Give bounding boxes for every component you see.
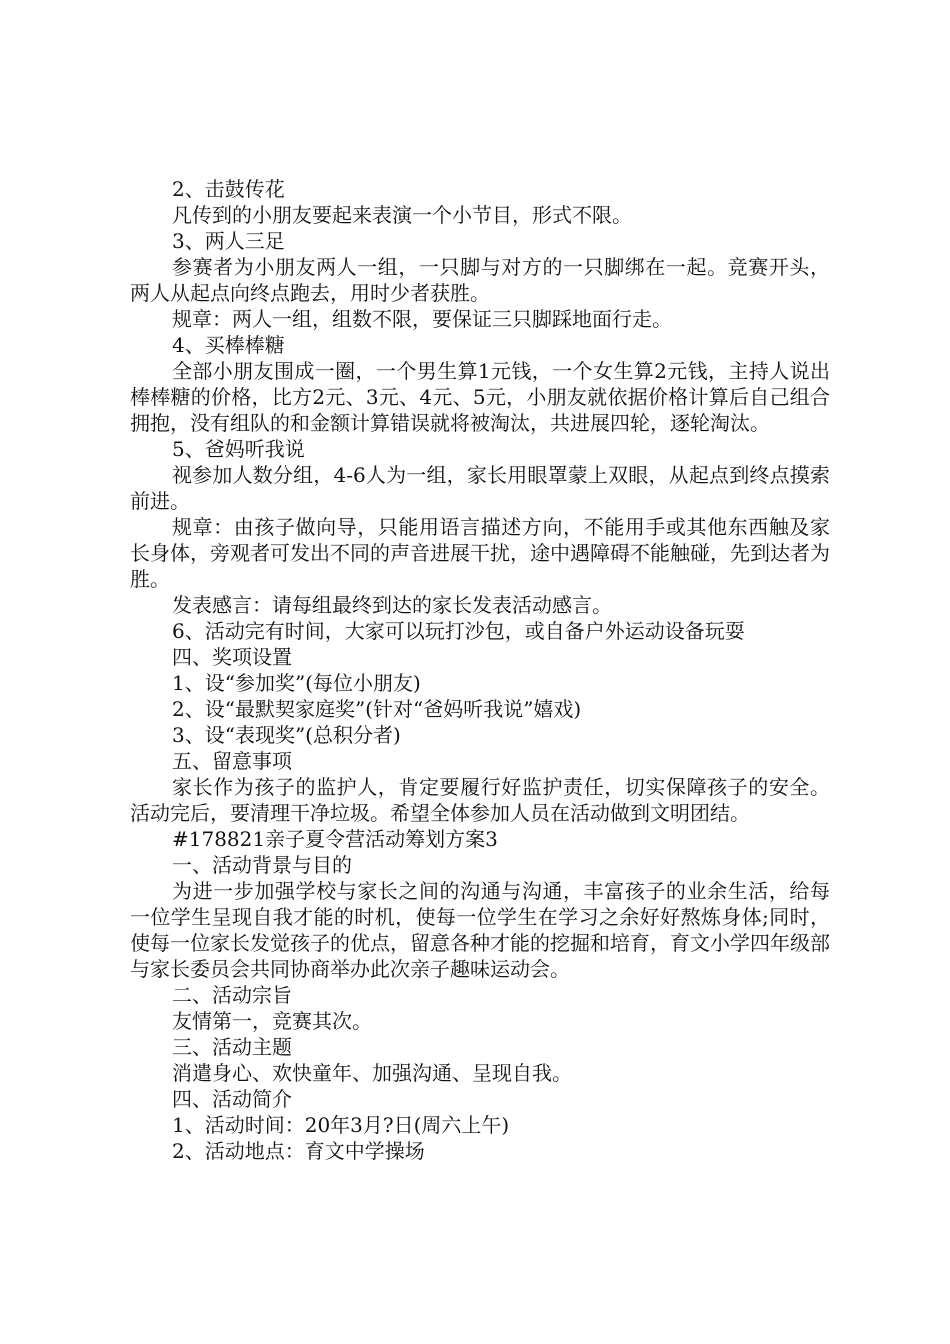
paragraph: 规章：两人一组，组数不限，要保证三只脚踩地面行走。 [172,307,672,331]
item-heading: 4、买棒棒糖 [172,333,285,357]
document-body [130,176,830,1164]
paragraph: 视参加人数分组，4-6人为一组，家长用眼罩蒙上双眼，从起点到终点摸索前进。 [130,463,830,513]
paragraph: 凡传到的小朋友要起来表演一个小节目，形式不限。 [172,203,632,227]
list-item: 2、活动地点：育文中学操场 [172,1139,425,1163]
paragraph: 规章：由孩子做向导，只能用语言描述方向，不能用手或其他东西触及家长身体，旁观者可发出不同的声音进展干扰，途中遇障碍不能触碰，先到达者为胜。 [130,515,830,591]
paragraph: 为进一步加强学校与家长之间的沟通与沟通，丰富孩子的业余生活，给每一位学生呈现自我才能的时机，使每一位学生在学习之余好好熬炼身体;同时，使每一位家长发觉孩子的优点，留意各种才能的挖掘和培育，育文小学四年级部与家长委员会共同协商举办此次亲子趣味运动会。 [130,879,830,981]
list-item: 1、设“参加奖”(每位小朋友) [172,671,421,695]
paragraph: 家长作为孩子的监护人，肯定要履行好监护责任，切实保障孩子的安全。活动完后，要清理干净垃圾。希望全体参加人员在活动做到文明团结。 [130,775,830,825]
section-heading: 一、活动背景与目的 [172,853,352,877]
paragraph: 发表感言：请每组最终到达的家长发表活动感言。 [172,593,612,617]
section-heading: 四、活动简介 [172,1087,292,1111]
section-heading: 三、活动主题 [172,1035,292,1059]
list-item: 2、设“最默契家庭奖”(针对“爸妈听我说”嬉戏) [172,697,582,721]
paragraph: 友情第一，竞赛其次。 [172,1009,372,1033]
item-heading: 5、爸妈听我说 [172,437,305,461]
paragraph: 消遣身心、欢快童年、加强沟通、呈现自我。 [172,1061,572,1085]
section-heading: 五、留意事项 [172,749,292,773]
paragraph: 参赛者为小朋友两人一组，一只脚与对方的一只脚绑在一起。竞赛开头，两人从起点向终点跑去，用时少者获胜。 [130,255,830,305]
section-heading: 二、活动宗旨 [172,983,292,1007]
item-heading: 2、击鼓传花 [172,177,285,201]
paragraph: 6、活动完有时间，大家可以玩打沙包，或自备户外运动设备玩耍 [172,619,745,643]
list-item: 1、活动时间：20年3月?日(周六上午) [172,1113,510,1137]
item-heading: 3、两人三足 [172,229,285,253]
paragraph: 全部小朋友围成一圈，一个男生算1元钱，一个女生算2元钱，主持人说出棒棒糖的价格，比方2元、3元、4元、5元，小朋友就依据价格计算后自己组合拥抱，没有组队的和金额计算错误就将被淘汰，共进展四轮，逐轮淘汰。 [130,359,830,435]
list-item: 3、设“表现奖”(总积分者) [172,723,401,747]
document-title: #178821亲子夏令营活动筹划方案3 [172,827,498,851]
section-heading: 四、奖项设置 [172,645,292,669]
